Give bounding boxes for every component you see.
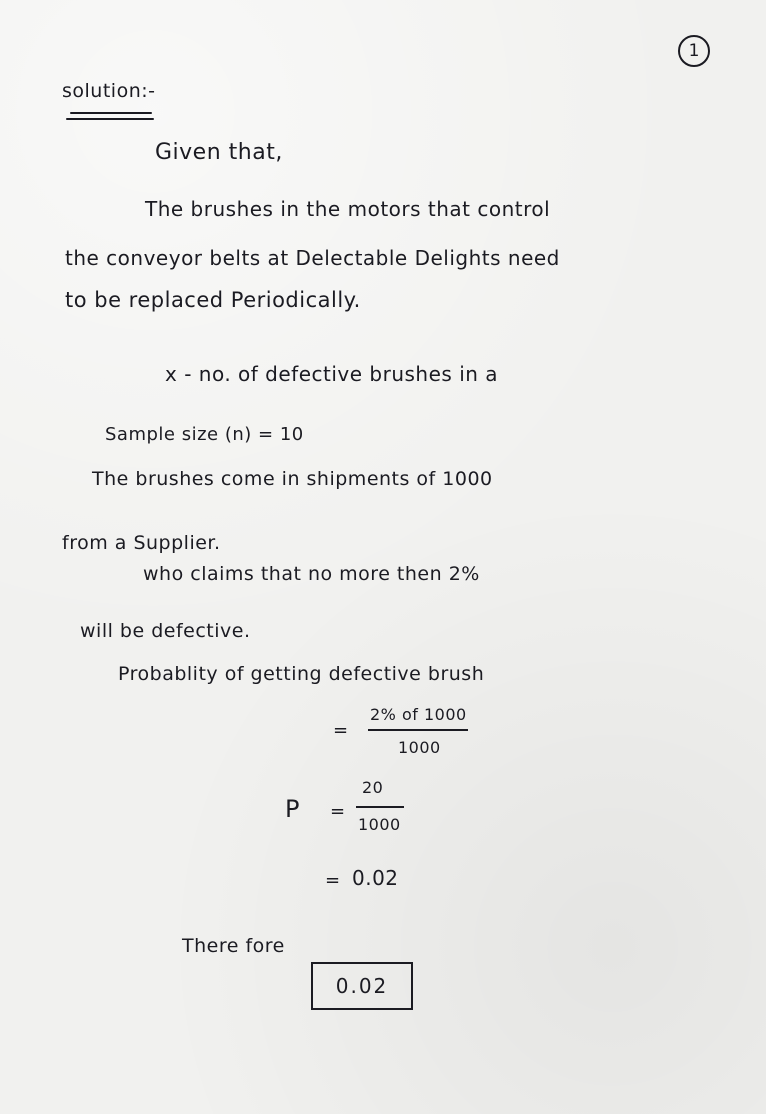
fraction-2-numerator: 20 (362, 778, 384, 797)
solution-heading: solution:- (62, 80, 156, 102)
definition-x-line: x - no. of defective brushes in a (165, 362, 499, 386)
probability-title: Probablity of getting defective brush (118, 663, 485, 685)
equals-sign-2: = (330, 801, 346, 822)
probability-value: 0.02 (352, 866, 399, 890)
definition-sample-size: Sample size (n) = 10 (105, 424, 304, 445)
equals-sign-3: = (325, 870, 341, 891)
problem-line-3: to be replaced Periodically. (65, 288, 361, 312)
therefore-text: There fore (182, 935, 285, 957)
page-number-badge: 1 (678, 35, 710, 67)
fraction-1-denominator: 1000 (398, 738, 441, 757)
final-answer-box: 0.02 (311, 962, 413, 1010)
fraction-2-denominator: 1000 (358, 815, 401, 834)
equals-sign-1: = (333, 720, 349, 741)
fraction-1-bar (368, 729, 468, 731)
heading-underline-1 (70, 112, 152, 114)
shipment-line-4: will be defective. (80, 620, 251, 642)
given-that-text: Given that, (155, 140, 283, 165)
problem-line-1: The brushes in the motors that control (145, 197, 551, 221)
fraction-2-bar (356, 806, 404, 808)
shipment-line-1: The brushes come in shipments of 1000 (92, 468, 493, 490)
shipment-line-3: who claims that no more then 2% (143, 563, 480, 585)
p-symbol: P (285, 795, 300, 823)
shipment-line-2: from a Supplier. (62, 532, 221, 554)
heading-underline-2 (66, 118, 154, 120)
fraction-1-numerator: 2% of 1000 (370, 705, 467, 724)
problem-line-2: the conveyor belts at Delectable Delights need (65, 246, 560, 270)
